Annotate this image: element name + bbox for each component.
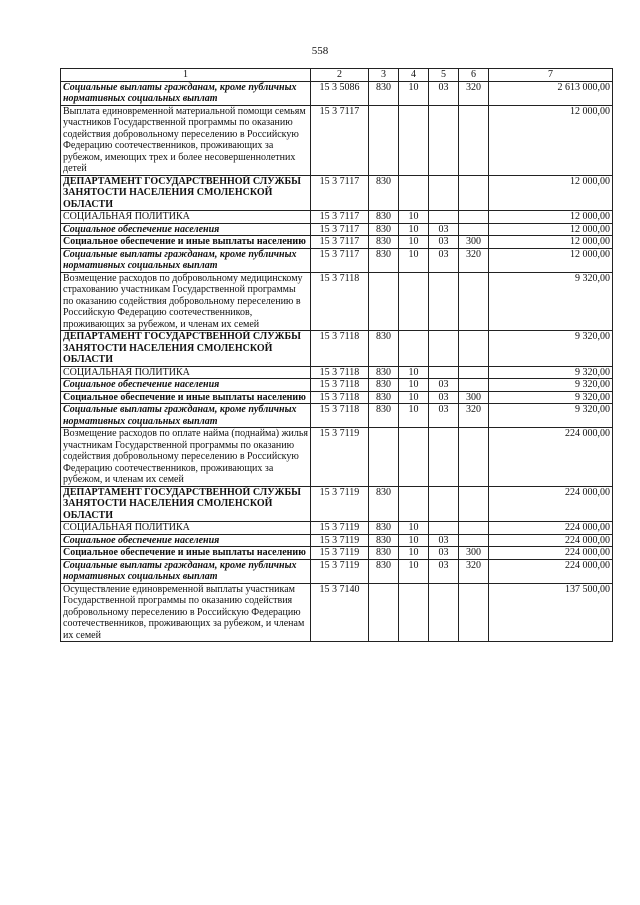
grbs-code-cell: 830 xyxy=(369,81,399,105)
row-name-cell: Социальное обеспечение и иные выплаты населению xyxy=(61,547,311,560)
subsection-code-cell: 03 xyxy=(429,559,459,583)
table-row xyxy=(61,404,613,428)
row-name-cell: Выплата единовременной материальной помощи семьям участников Государственной программы по оказанию содействия добровольному переселению в Российскую Федерацию соотечественников, проживающих за рубежом, имеющих трех и более несовершеннолетних детей xyxy=(61,105,311,175)
row-name-cell: Социальное обеспечение населения xyxy=(61,379,311,392)
row-name-cell: Социальные выплаты гражданам, кроме публичных нормативных социальных выплат xyxy=(61,559,311,583)
grbs-code-cell: 830 xyxy=(369,223,399,236)
grbs-code-cell: 830 xyxy=(369,522,399,535)
grbs-code-cell: 830 xyxy=(369,366,399,379)
row-name-cell: Социальные выплаты гражданам, кроме публичных нормативных социальных выплат xyxy=(61,81,311,105)
section-code-cell: 10 xyxy=(399,559,429,583)
row-name-cell: ДЕПАРТАМЕНТ ГОСУДАРСТВЕННОЙ СЛУЖБЫ ЗАНЯТОСТИ НАСЕЛЕНИЯ СМОЛЕНСКОЙ ОБЛАСТИ xyxy=(61,486,311,522)
amount-cell: 12 000,00 xyxy=(489,175,613,211)
header-cell: 7 xyxy=(489,69,613,82)
header-cell: 1 xyxy=(61,69,311,82)
table-row xyxy=(61,522,613,535)
subsection-code-cell xyxy=(429,583,459,642)
grbs-code-cell: 830 xyxy=(369,236,399,249)
subsection-code-cell: 03 xyxy=(429,534,459,547)
target-code-cell: 15 3 7118 xyxy=(311,404,369,428)
target-code-cell: 15 3 7119 xyxy=(311,428,369,487)
subsection-code-cell: 03 xyxy=(429,547,459,560)
subsection-code-cell: 03 xyxy=(429,81,459,105)
expense-type-code-cell xyxy=(459,522,489,535)
target-code-cell: 15 3 7119 xyxy=(311,522,369,535)
expense-type-code-cell: 320 xyxy=(459,559,489,583)
section-code-cell: 10 xyxy=(399,404,429,428)
row-name-cell: Социальное обеспечение и иные выплаты населению xyxy=(61,391,311,404)
expense-type-code-cell: 300 xyxy=(459,236,489,249)
grbs-code-cell: 830 xyxy=(369,248,399,272)
section-code-cell: 10 xyxy=(399,379,429,392)
amount-cell: 9 320,00 xyxy=(489,331,613,367)
amount-cell: 9 320,00 xyxy=(489,404,613,428)
table-header-row xyxy=(61,69,613,82)
subsection-code-cell: 03 xyxy=(429,379,459,392)
subsection-code-cell xyxy=(429,366,459,379)
subsection-code-cell: 03 xyxy=(429,404,459,428)
table-row xyxy=(61,428,613,487)
expense-type-code-cell xyxy=(459,105,489,175)
target-code-cell: 15 3 7117 xyxy=(311,223,369,236)
section-code-cell xyxy=(399,428,429,487)
target-code-cell: 15 3 7117 xyxy=(311,211,369,224)
grbs-code-cell: 830 xyxy=(369,379,399,392)
subsection-code-cell xyxy=(429,331,459,367)
row-name-cell: СОЦИАЛЬНАЯ ПОЛИТИКА xyxy=(61,522,311,535)
grbs-code-cell xyxy=(369,583,399,642)
expense-type-code-cell xyxy=(459,366,489,379)
table-row xyxy=(61,272,613,331)
expense-type-code-cell xyxy=(459,583,489,642)
table-row xyxy=(61,81,613,105)
table-row xyxy=(61,175,613,211)
section-code-cell: 10 xyxy=(399,366,429,379)
subsection-code-cell: 03 xyxy=(429,236,459,249)
target-code-cell: 15 3 7119 xyxy=(311,486,369,522)
expense-type-code-cell: 320 xyxy=(459,248,489,272)
row-name-cell: Социальное обеспечение и иные выплаты населению xyxy=(61,236,311,249)
amount-cell: 9 320,00 xyxy=(489,272,613,331)
section-code-cell xyxy=(399,486,429,522)
amount-cell: 224 000,00 xyxy=(489,534,613,547)
row-name-cell: ДЕПАРТАМЕНТ ГОСУДАРСТВЕННОЙ СЛУЖБЫ ЗАНЯТОСТИ НАСЕЛЕНИЯ СМОЛЕНСКОЙ ОБЛАСТИ xyxy=(61,175,311,211)
subsection-code-cell xyxy=(429,486,459,522)
table-row xyxy=(61,248,613,272)
amount-cell: 12 000,00 xyxy=(489,248,613,272)
expense-type-code-cell xyxy=(459,175,489,211)
grbs-code-cell: 830 xyxy=(369,486,399,522)
table-row xyxy=(61,105,613,175)
grbs-code-cell: 830 xyxy=(369,175,399,211)
section-code-cell xyxy=(399,583,429,642)
subsection-code-cell xyxy=(429,211,459,224)
row-name-cell: СОЦИАЛЬНАЯ ПОЛИТИКА xyxy=(61,366,311,379)
amount-cell: 224 000,00 xyxy=(489,428,613,487)
table-row xyxy=(61,379,613,392)
table-row xyxy=(61,534,613,547)
header-cell: 2 xyxy=(311,69,369,82)
target-code-cell: 15 3 7117 xyxy=(311,236,369,249)
expense-type-code-cell xyxy=(459,379,489,392)
grbs-code-cell xyxy=(369,428,399,487)
subsection-code-cell: 03 xyxy=(429,391,459,404)
grbs-code-cell: 830 xyxy=(369,559,399,583)
subsection-code-cell xyxy=(429,522,459,535)
grbs-code-cell xyxy=(369,272,399,331)
row-name-cell: Социальные выплаты гражданам, кроме публичных нормативных социальных выплат xyxy=(61,248,311,272)
expense-type-code-cell xyxy=(459,272,489,331)
expense-type-code-cell xyxy=(459,223,489,236)
expense-type-code-cell: 320 xyxy=(459,81,489,105)
amount-cell: 137 500,00 xyxy=(489,583,613,642)
grbs-code-cell: 830 xyxy=(369,211,399,224)
subsection-code-cell xyxy=(429,272,459,331)
budget-table xyxy=(60,68,613,642)
expense-type-code-cell xyxy=(459,486,489,522)
target-code-cell: 15 3 7118 xyxy=(311,366,369,379)
header-cell: 4 xyxy=(399,69,429,82)
target-code-cell: 15 3 5086 xyxy=(311,81,369,105)
row-name-cell: Социальное обеспечение населения xyxy=(61,223,311,236)
section-code-cell: 10 xyxy=(399,248,429,272)
table-row xyxy=(61,486,613,522)
amount-cell: 224 000,00 xyxy=(489,486,613,522)
amount-cell: 9 320,00 xyxy=(489,379,613,392)
row-name-cell: Возмещение расходов по добровольному медицинскому страхованию участникам Государственной программы по оказанию содействия добровольному переселению в Российскую Федерацию соотечественников, проживающих за рубежом, и членам их семей xyxy=(61,272,311,331)
row-name-cell: Социальные выплаты гражданам, кроме публичных нормативных социальных выплат xyxy=(61,404,311,428)
section-code-cell xyxy=(399,272,429,331)
table-row xyxy=(61,559,613,583)
subsection-code-cell: 03 xyxy=(429,223,459,236)
table-row xyxy=(61,547,613,560)
amount-cell: 12 000,00 xyxy=(489,236,613,249)
row-name-cell: Возмещение расходов по оплате найма (поднайма) жилья участникам Государственной программы по оказанию содействия добровольному переселению в Российскую Федерацию соотечественников, проживающих за рубежом, и членам их семей xyxy=(61,428,311,487)
section-code-cell: 10 xyxy=(399,81,429,105)
section-code-cell: 10 xyxy=(399,522,429,535)
table-row xyxy=(61,331,613,367)
page-number: 558 xyxy=(311,45,329,57)
row-name-cell: СОЦИАЛЬНАЯ ПОЛИТИКА xyxy=(61,211,311,224)
target-code-cell: 15 3 7119 xyxy=(311,534,369,547)
section-code-cell xyxy=(399,175,429,211)
expense-type-code-cell: 320 xyxy=(459,404,489,428)
expense-type-code-cell xyxy=(459,534,489,547)
section-code-cell xyxy=(399,105,429,175)
target-code-cell: 15 3 7117 xyxy=(311,175,369,211)
amount-cell: 2 613 000,00 xyxy=(489,81,613,105)
amount-cell: 9 320,00 xyxy=(489,391,613,404)
section-code-cell: 10 xyxy=(399,547,429,560)
table-row xyxy=(61,211,613,224)
amount-cell: 12 000,00 xyxy=(489,105,613,175)
target-code-cell: 15 3 7118 xyxy=(311,331,369,367)
amount-cell: 224 000,00 xyxy=(489,522,613,535)
amount-cell: 9 320,00 xyxy=(489,366,613,379)
expense-type-code-cell xyxy=(459,331,489,367)
section-code-cell: 10 xyxy=(399,223,429,236)
target-code-cell: 15 3 7119 xyxy=(311,547,369,560)
section-code-cell: 10 xyxy=(399,211,429,224)
target-code-cell: 15 3 7140 xyxy=(311,583,369,642)
section-code-cell: 10 xyxy=(399,236,429,249)
amount-cell: 12 000,00 xyxy=(489,223,613,236)
subsection-code-cell xyxy=(429,105,459,175)
section-code-cell: 10 xyxy=(399,534,429,547)
amount-cell: 224 000,00 xyxy=(489,559,613,583)
subsection-code-cell: 03 xyxy=(429,248,459,272)
target-code-cell: 15 3 7119 xyxy=(311,559,369,583)
grbs-code-cell: 830 xyxy=(369,547,399,560)
header-cell: 3 xyxy=(369,69,399,82)
grbs-code-cell: 830 xyxy=(369,534,399,547)
table-row xyxy=(61,236,613,249)
subsection-code-cell xyxy=(429,428,459,487)
grbs-code-cell: 830 xyxy=(369,331,399,367)
target-code-cell: 15 3 7118 xyxy=(311,391,369,404)
expense-type-code-cell: 300 xyxy=(459,391,489,404)
header-cell: 6 xyxy=(459,69,489,82)
target-code-cell: 15 3 7117 xyxy=(311,248,369,272)
table-row xyxy=(61,366,613,379)
table-row xyxy=(61,391,613,404)
amount-cell: 224 000,00 xyxy=(489,547,613,560)
table-row xyxy=(61,583,613,642)
grbs-code-cell xyxy=(369,105,399,175)
amount-cell: 12 000,00 xyxy=(489,211,613,224)
row-name-cell: Социальное обеспечение населения xyxy=(61,534,311,547)
row-name-cell: Осуществление единовременной выплаты участникам Государственной программы по оказанию содействия добровольному переселению в Российскую Федерацию соотечественников, проживающих за рубежом, и членам их семей xyxy=(61,583,311,642)
expense-type-code-cell: 300 xyxy=(459,547,489,560)
header-cell: 5 xyxy=(429,69,459,82)
grbs-code-cell: 830 xyxy=(369,404,399,428)
target-code-cell: 15 3 7117 xyxy=(311,105,369,175)
target-code-cell: 15 3 7118 xyxy=(311,379,369,392)
target-code-cell: 15 3 7118 xyxy=(311,272,369,331)
expense-type-code-cell xyxy=(459,428,489,487)
subsection-code-cell xyxy=(429,175,459,211)
grbs-code-cell: 830 xyxy=(369,391,399,404)
row-name-cell: ДЕПАРТАМЕНТ ГОСУДАРСТВЕННОЙ СЛУЖБЫ ЗАНЯТОСТИ НАСЕЛЕНИЯ СМОЛЕНСКОЙ ОБЛАСТИ xyxy=(61,331,311,367)
section-code-cell xyxy=(399,331,429,367)
expense-type-code-cell xyxy=(459,211,489,224)
table-row xyxy=(61,223,613,236)
section-code-cell: 10 xyxy=(399,391,429,404)
